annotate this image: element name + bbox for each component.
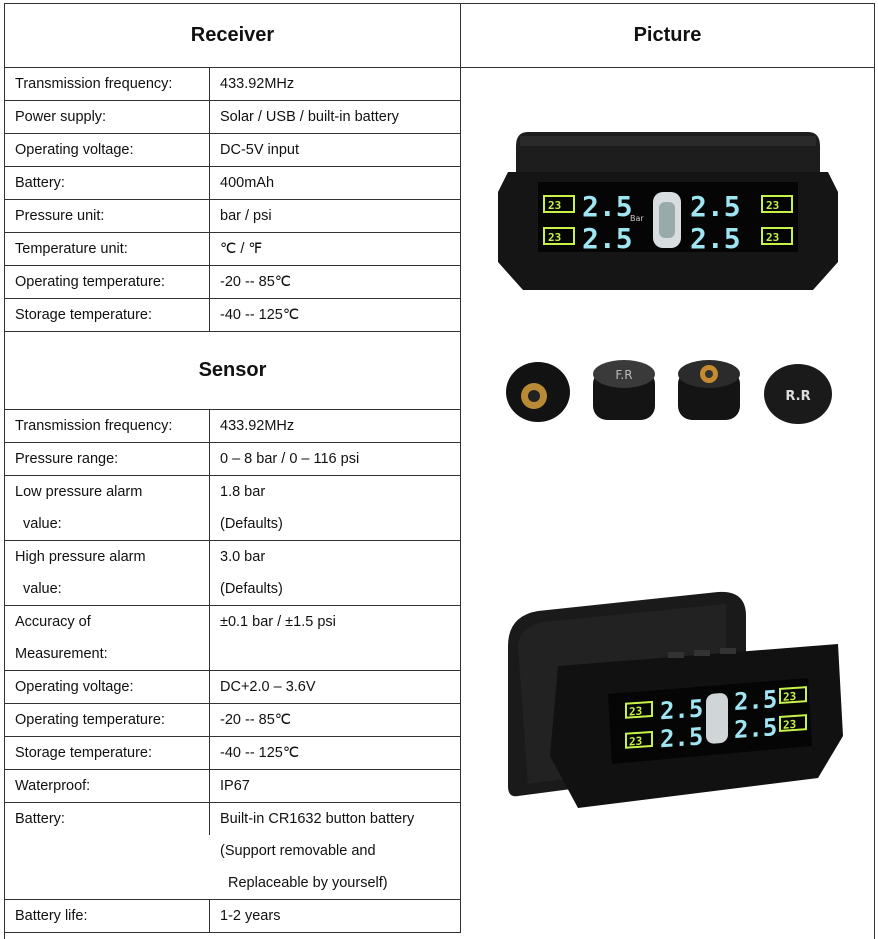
spec-value: bar / psi (220, 208, 272, 224)
spec-value: Built-in CR1632 button battery (220, 811, 415, 827)
pressure-text: 2.5 (690, 190, 741, 223)
table-row (5, 476, 460, 541)
spec-key: Operating temperature: (5, 266, 210, 298)
spec-key-cont: value: (23, 516, 62, 532)
spec-column (5, 68, 461, 933)
sensor-header: Sensor (5, 332, 460, 410)
table-row (5, 606, 460, 671)
temp-text: 23 (629, 704, 643, 719)
spec-value: 400mAh (220, 175, 275, 191)
table-row (5, 900, 460, 933)
spec-value: -20 -- 85℃ (220, 712, 292, 728)
temp-text: 23 (766, 231, 780, 244)
spec-value: IP67 (220, 778, 250, 794)
spec-key: Operating voltage: (5, 134, 210, 166)
pressure-text: 2.5 (734, 713, 778, 745)
sensors-product-image (498, 352, 838, 428)
table-row (5, 737, 460, 770)
pressure-text: 2.5 (660, 722, 704, 754)
spec-key: Waterproof: (5, 770, 210, 802)
spec-key: Transmission frequency: (5, 410, 210, 442)
spec-key: Low pressure alarm (15, 484, 143, 500)
spec-value: -20 -- 85℃ (220, 274, 292, 290)
sensor-cap (506, 362, 570, 422)
spec-key: Power supply: (5, 101, 210, 133)
spec-key: Pressure unit: (5, 200, 210, 232)
table-row (5, 671, 460, 704)
spec-value: 1-2 years (220, 908, 281, 924)
spec-value: 433.92MHz (220, 76, 295, 92)
table-row (5, 803, 460, 900)
table-row (5, 200, 460, 233)
pressure-text: 2.5 (660, 694, 704, 726)
cap-label: R.R (785, 389, 811, 404)
pressure-text: 2.5 (582, 222, 633, 255)
table-row (5, 443, 460, 476)
spec-key: Pressure range: (5, 443, 210, 475)
spec-value: Solar / USB / built-in battery (220, 109, 399, 125)
spec-value: -40 -- 125℃ (220, 745, 300, 761)
spec-key: Accuracy of (15, 614, 91, 630)
pressure-text: 2.5 (690, 222, 741, 255)
table-row (5, 541, 460, 606)
spec-value-cont: (Defaults) (220, 581, 283, 597)
temp-text: 23 (629, 734, 643, 749)
spec-key: Battery: (5, 167, 210, 199)
spec-key: Battery life: (5, 900, 210, 932)
spec-key: Storage temperature: (5, 299, 210, 331)
spec-key: Temperature unit: (5, 233, 210, 265)
spec-key: Operating temperature: (5, 704, 210, 736)
table-row (5, 134, 460, 167)
spec-key: Battery: (5, 803, 210, 835)
spec-value: 3.0 bar (220, 549, 266, 565)
cap-label: F.R (615, 368, 633, 382)
picture-header: Picture (461, 4, 874, 68)
table-row (5, 233, 460, 266)
sensor-cap (764, 364, 832, 424)
table-row (5, 410, 460, 443)
temp-text: 23 (766, 199, 780, 212)
spec-value: ±0.1 bar / ±1.5 psi (220, 614, 336, 630)
table-row (5, 68, 460, 101)
spec-value: 1.8 bar (220, 484, 266, 500)
table-row (5, 299, 460, 332)
spec-key: High pressure alarm (15, 549, 146, 565)
spec-key: Operating voltage: (5, 671, 210, 703)
receiver-header: Receiver (5, 4, 461, 68)
spec-value: -40 -- 125℃ (220, 307, 300, 323)
receiver-product-image (498, 122, 838, 302)
temp-text: 23 (548, 199, 562, 212)
spec-value: DC+2.0 – 3.6V (220, 679, 316, 695)
sensor-cap (593, 360, 655, 420)
temp-text: 23 (783, 689, 797, 704)
table-row (5, 101, 460, 134)
pressure-text: 2.5 (734, 685, 778, 717)
spec-value: 433.92MHz (220, 418, 295, 434)
table-row (5, 167, 460, 200)
spec-value-cont: Replaceable by yourself) (228, 875, 388, 891)
temp-text: 23 (783, 717, 797, 732)
spec-key-cont: Measurement: (15, 646, 108, 662)
spec-value: DC-5V input (220, 142, 299, 158)
spec-key-cont: value: (23, 581, 62, 597)
receiver-mount-image (488, 586, 848, 814)
sensor-cap (678, 360, 740, 420)
temp-text: 23 (548, 231, 562, 244)
table-row (5, 770, 460, 803)
spec-key: Transmission frequency: (5, 68, 210, 100)
spec-value: ℃ / ℉ (220, 241, 263, 257)
spec-value-cont: (Defaults) (220, 516, 283, 532)
unit-label: Bar (630, 214, 644, 223)
table-row (5, 704, 460, 737)
spec-value-cont: (Support removable and (220, 843, 376, 859)
pressure-text: 2.5 (582, 190, 633, 223)
table-row (5, 266, 460, 299)
spec-key: Storage temperature: (5, 737, 210, 769)
spec-value: 0 – 8 bar / 0 – 116 psi (220, 451, 360, 467)
